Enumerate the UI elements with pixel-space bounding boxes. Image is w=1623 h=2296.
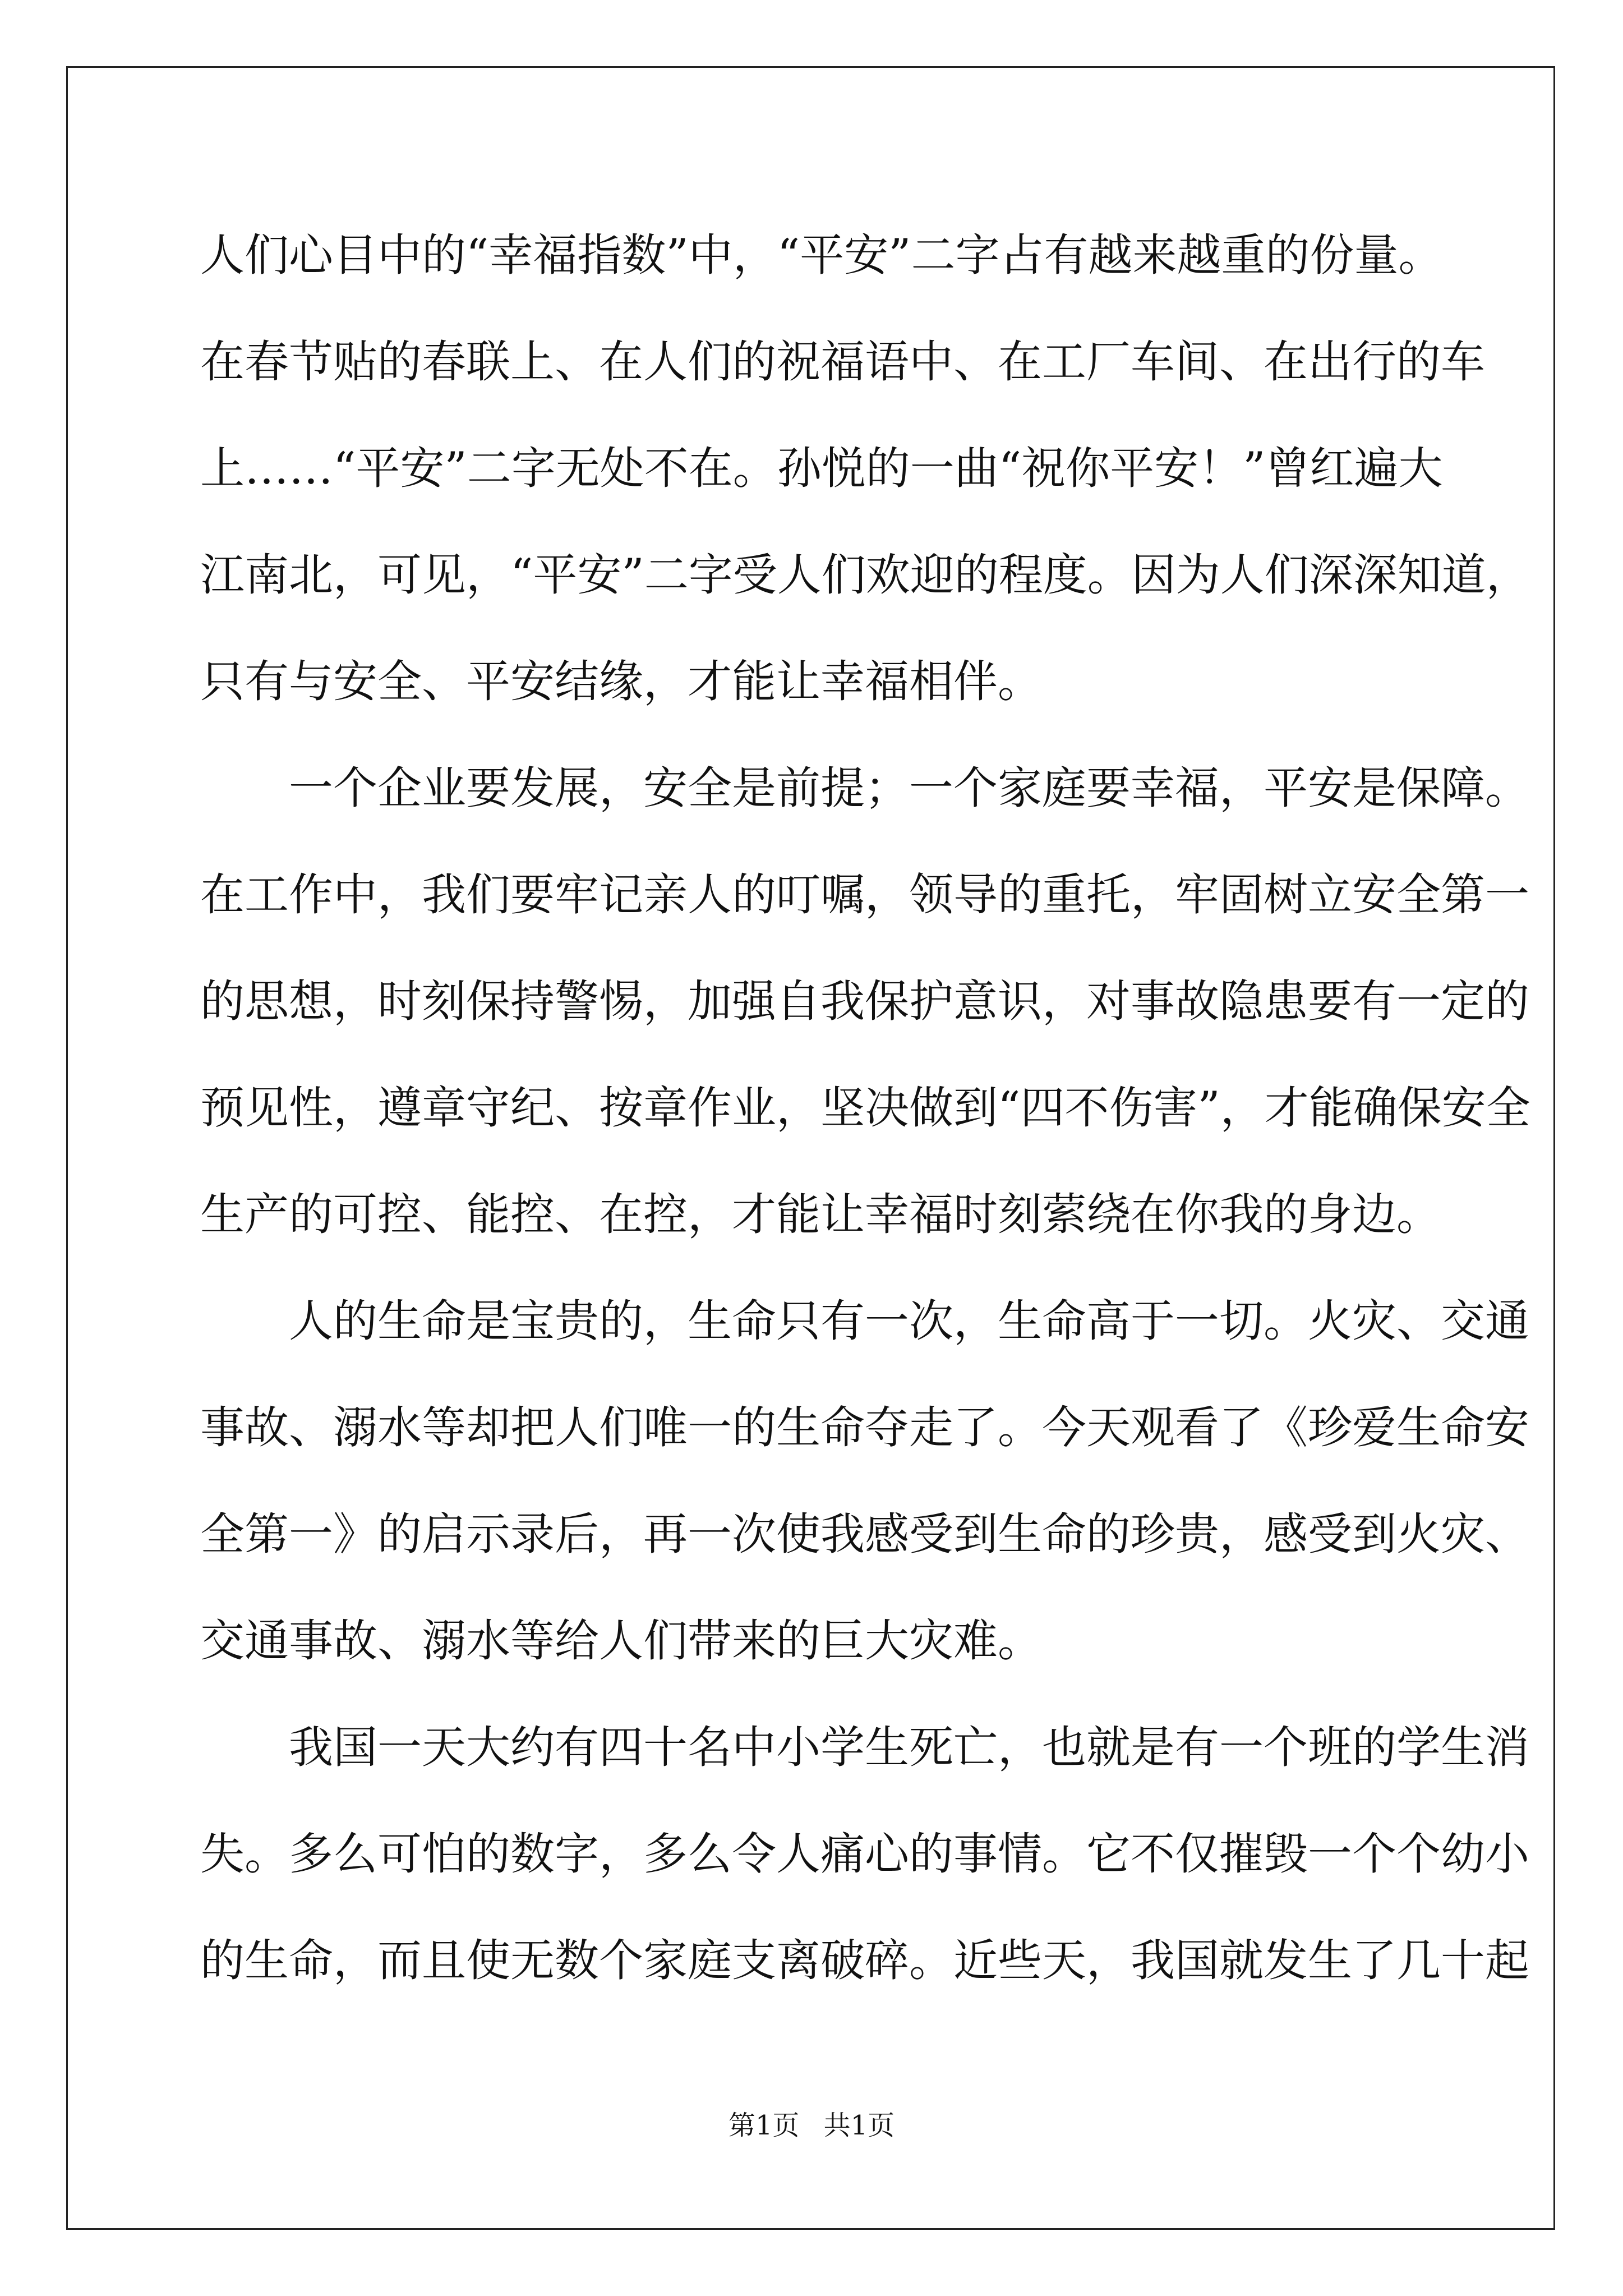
text-line: 的思想，时刻保持警惕，加强自我保护意识，对事故隐患要有一定的 xyxy=(200,976,1529,1027)
document-body xyxy=(200,202,1530,2014)
text-line: 的生命，而且使无数个家庭支离破碎。近些天，我国就发生了几十起 xyxy=(200,1935,1529,1986)
text-line: 全第一》的启示录后，再一次使我感受到生命的珍贵，感受到火灾、 xyxy=(200,1508,1529,1560)
text-line: 交通事故、溺水等给人们带来的巨大灾难。 xyxy=(200,1615,1042,1667)
text-line: 在春节贴的春联上、在人们的祝福语中、在工厂车间、在出行的车 xyxy=(200,336,1485,388)
text-line: 我国一天大约有四十名中小学生死亡，也就是有一个班的学生消 xyxy=(289,1722,1529,1773)
paragraph-1 xyxy=(200,202,1530,735)
text-line: 只有与安全、平安结缘，才能让幸福相伴。 xyxy=(200,656,1042,707)
paragraph-3 xyxy=(200,1268,1529,1694)
paragraph-4 xyxy=(200,1694,1529,2014)
text-line: 生产的可控、能控、在控，才能让幸福时刻萦绕在你我的身边。 xyxy=(200,1189,1441,1240)
page-footer xyxy=(0,2104,1623,2142)
text-line: 江南北，可见，“平安”二字受人们欢迎的程度。因为人们深深知道， xyxy=(200,549,1530,601)
text-line: 一个企业要发展，安全是前提；一个家庭要幸福，平安是保障。 xyxy=(289,762,1529,814)
text-line: 预见性，遵章守纪、按章作业，坚决做到“四不伤害”，才能确保安全 xyxy=(200,1082,1530,1134)
page-number: 第1页 xyxy=(728,2110,800,2141)
text-line: 事故、溺水等却把人们唯一的生命夺走了。今天观看了《珍爱生命安 xyxy=(200,1402,1529,1453)
text-line: 人的生命是宝贵的，生命只有一次，生命高于一切。火灾、交通 xyxy=(289,1295,1529,1347)
text-line: 失。多么可怕的数字，多么令人痛心的事情。它不仅摧毁一个个幼小 xyxy=(200,1828,1529,1880)
text-line: 人们心目中的“幸福指数”中，“平安”二字占有越来越重的份量。 xyxy=(200,229,1443,281)
text-line: 上……“平安”二字无处不在。孙悦的一曲“祝你平安！”曾红遍大 xyxy=(200,443,1443,494)
text-line: 在工作中，我们要牢记亲人的叮嘱，领导的重托，牢固树立安全第一 xyxy=(200,869,1529,921)
page-total: 共1页 xyxy=(823,2110,895,2141)
paragraph-2 xyxy=(200,735,1530,1268)
